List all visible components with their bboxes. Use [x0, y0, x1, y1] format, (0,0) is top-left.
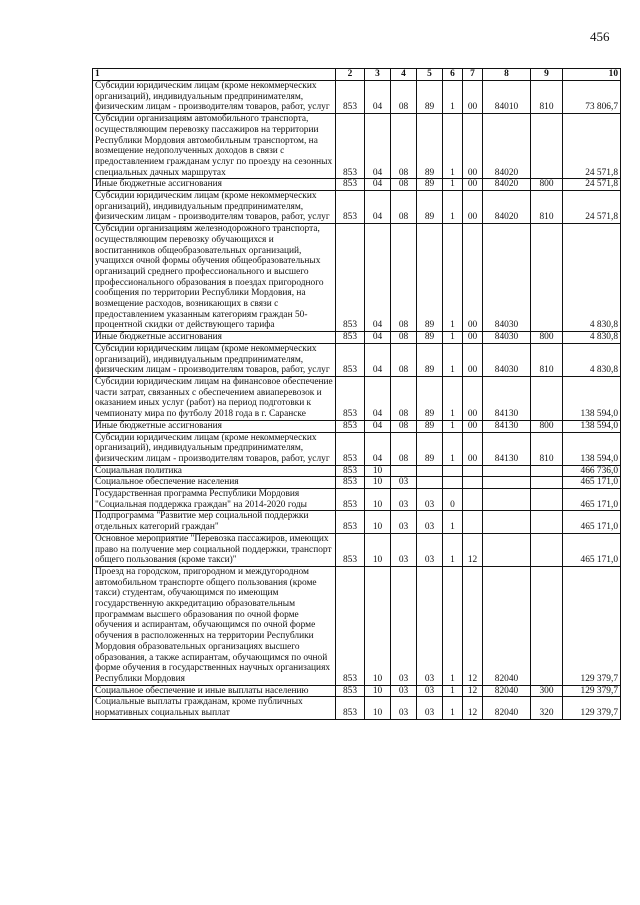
cell-name: Субсидии юридическим лицам (кроме некоммерческих организаций), индивидуальным предпринимателям, физическим лицам - производителям товаров, работ, услуг	[93, 432, 336, 465]
cell-name: Подпрограмма "Развитие мер социальной поддержки отдельных категорий граждан"	[93, 511, 336, 533]
cell-name: Проезд на городском, пригородном и междугородном автомобильном транспорте общего пользования (кроме такси) студентам, обучающимся по имеющим государственную аккредитацию образовательным программам высшего образования по очной форме обучения и аспирантам, обучающимся по очной форме обучения в расположенных на территории Республики Мордовия образовательных организациях высшего образования, а также аспирантам, обучающимся по очной форме обучения в государственных научных организациях Республики Мордовия	[93, 566, 336, 685]
cell-program: 89	[417, 179, 443, 191]
cell-amount: 24 571,8	[563, 114, 621, 179]
cell-name: Социальные выплаты гражданам, кроме публичных нормативных социальных выплат	[93, 697, 336, 719]
table-row	[93, 179, 621, 191]
cell-program: 89	[417, 376, 443, 420]
cell-subprogram: 1	[443, 114, 463, 179]
cell-section: 10	[365, 465, 391, 477]
cell-program: 03	[417, 697, 443, 719]
cell-subprogram: 1	[443, 511, 463, 533]
cell-name: Иные бюджетные ассигнования	[93, 420, 336, 432]
cell-section: 10	[365, 511, 391, 533]
cell-chapter: 853	[336, 81, 365, 114]
cell-event: 12	[463, 533, 483, 566]
cell-direction: 84030	[483, 332, 531, 344]
cell-direction	[483, 533, 531, 566]
cell-subsection: 08	[391, 376, 417, 420]
cell-subprogram	[443, 477, 463, 489]
header-cell-subprogram: 6	[443, 69, 463, 81]
cell-direction: 84130	[483, 432, 531, 465]
table-row	[93, 343, 621, 376]
cell-direction: 84130	[483, 376, 531, 420]
cell-subsection: 03	[391, 511, 417, 533]
cell-event: 00	[463, 432, 483, 465]
cell-amount: 73 806,7	[563, 81, 621, 114]
cell-amount: 24 571,8	[563, 191, 621, 224]
cell-subsection: 03	[391, 697, 417, 719]
table-row	[93, 477, 621, 489]
cell-program: 03	[417, 489, 443, 511]
header-cell-program: 5	[417, 69, 443, 81]
cell-section: 04	[365, 343, 391, 376]
cell-subprogram: 1	[443, 81, 463, 114]
cell-expense-type: 800	[531, 179, 563, 191]
table-row	[93, 420, 621, 432]
cell-section: 04	[365, 376, 391, 420]
cell-section: 04	[365, 420, 391, 432]
cell-program: 89	[417, 191, 443, 224]
cell-name: Иные бюджетные ассигнования	[93, 179, 336, 191]
table-row	[93, 224, 621, 332]
header-cell-section: 3	[365, 69, 391, 81]
cell-direction: 84020	[483, 191, 531, 224]
cell-expense-type	[531, 477, 563, 489]
cell-name: Субсидии организациям железнодорожного транспорта, осуществляющим перевозку обучающихся и воспитанников общеобразовательных организаций, учащихся очной формы обучения общеобразовательных организаций среднего профессионального и высшего профессионального образования в поездах пригородного сообщения по территории Республики Мордовия, на возмещение расходов, возникающих в связи с предоставлением указанным категориям граждан 50-процентной скидки от действующего тарифа	[93, 224, 336, 332]
cell-section: 10	[365, 533, 391, 566]
cell-chapter: 853	[336, 533, 365, 566]
cell-chapter: 853	[336, 566, 365, 685]
cell-amount: 4 830,8	[563, 332, 621, 344]
cell-direction	[483, 489, 531, 511]
cell-subprogram: 1	[443, 533, 463, 566]
cell-subprogram: 1	[443, 697, 463, 719]
cell-direction: 84020	[483, 114, 531, 179]
cell-amount: 129 379,7	[563, 685, 621, 697]
cell-subprogram: 1	[443, 685, 463, 697]
cell-expense-type: 810	[531, 191, 563, 224]
cell-chapter: 853	[336, 191, 365, 224]
cell-expense-type	[531, 511, 563, 533]
cell-chapter: 853	[336, 511, 365, 533]
table-row	[93, 114, 621, 179]
cell-event	[463, 477, 483, 489]
cell-amount: 24 571,8	[563, 179, 621, 191]
cell-amount: 4 830,8	[563, 343, 621, 376]
cell-subprogram: 1	[443, 420, 463, 432]
cell-event: 00	[463, 224, 483, 332]
cell-amount: 465 171,0	[563, 489, 621, 511]
cell-subsection: 03	[391, 685, 417, 697]
cell-expense-type: 800	[531, 332, 563, 344]
cell-chapter: 853	[336, 432, 365, 465]
table-row	[93, 432, 621, 465]
cell-section: 04	[365, 332, 391, 344]
table-row	[93, 697, 621, 719]
cell-amount: 465 171,0	[563, 511, 621, 533]
cell-amount: 138 594,0	[563, 420, 621, 432]
cell-event: 12	[463, 697, 483, 719]
cell-amount: 138 594,0	[563, 432, 621, 465]
cell-program	[417, 477, 443, 489]
cell-amount: 129 379,7	[563, 566, 621, 685]
cell-event: 00	[463, 179, 483, 191]
cell-subsection: 08	[391, 114, 417, 179]
cell-name: Основное мероприятие "Перевозка пассажиров, имеющих право на получение мер социальной поддержки, транспорт общего пользования (кроме такси)"	[93, 533, 336, 566]
header-cell-subsection: 4	[391, 69, 417, 81]
cell-section: 10	[365, 489, 391, 511]
cell-direction: 82040	[483, 566, 531, 685]
cell-subsection: 08	[391, 343, 417, 376]
cell-event: 00	[463, 343, 483, 376]
header-cell-name: 1	[93, 69, 336, 81]
cell-expense-type: 300	[531, 685, 563, 697]
cell-name: Социальное обеспечение населения	[93, 477, 336, 489]
cell-expense-type: 320	[531, 697, 563, 719]
cell-direction: 82040	[483, 697, 531, 719]
cell-name: Субсидии юридическим лицам (кроме некоммерческих организаций), индивидуальным предпринимателям, физическим лицам - производителям товаров, работ, услуг	[93, 81, 336, 114]
cell-expense-type	[531, 465, 563, 477]
cell-expense-type: 810	[531, 432, 563, 465]
cell-subsection: 08	[391, 179, 417, 191]
table-body	[93, 81, 621, 720]
cell-event: 00	[463, 420, 483, 432]
cell-event	[463, 511, 483, 533]
cell-program: 89	[417, 420, 443, 432]
header-cell-amount: 10	[563, 69, 621, 81]
cell-chapter: 853	[336, 477, 365, 489]
cell-subprogram: 1	[443, 343, 463, 376]
header-cell-direction: 8	[483, 69, 531, 81]
cell-direction: 84020	[483, 179, 531, 191]
cell-name: Субсидии юридическим лицам (кроме некоммерческих организаций), индивидуальным предпринимателям, физическим лицам - производителям товаров, работ, услуг	[93, 343, 336, 376]
cell-expense-type	[531, 114, 563, 179]
cell-event: 12	[463, 566, 483, 685]
cell-program: 89	[417, 332, 443, 344]
cell-name: Государственная программа Республики Мордовия "Социальная поддержка граждан" на 2014-2020 годы	[93, 489, 336, 511]
cell-subsection	[391, 465, 417, 477]
cell-section: 10	[365, 477, 391, 489]
page-number: 456	[590, 29, 610, 44]
cell-subsection: 08	[391, 420, 417, 432]
cell-direction: 82040	[483, 685, 531, 697]
cell-subprogram: 1	[443, 432, 463, 465]
cell-section: 10	[365, 697, 391, 719]
table-row	[93, 511, 621, 533]
cell-expense-type: 800	[531, 420, 563, 432]
cell-program	[417, 465, 443, 477]
cell-event: 00	[463, 191, 483, 224]
table-header	[93, 69, 621, 81]
cell-direction: 84130	[483, 420, 531, 432]
cell-subsection: 08	[391, 332, 417, 344]
cell-subprogram: 1	[443, 566, 463, 685]
table-row	[93, 191, 621, 224]
cell-expense-type	[531, 566, 563, 685]
cell-subprogram	[443, 465, 463, 477]
cell-direction	[483, 511, 531, 533]
cell-amount: 129 379,7	[563, 697, 621, 719]
cell-event	[463, 489, 483, 511]
cell-name: Социальное обеспечение и иные выплаты населению	[93, 685, 336, 697]
cell-expense-type	[531, 376, 563, 420]
cell-event: 00	[463, 81, 483, 114]
cell-subprogram: 1	[443, 179, 463, 191]
cell-subsection: 08	[391, 224, 417, 332]
cell-subsection: 08	[391, 191, 417, 224]
cell-chapter: 853	[336, 420, 365, 432]
cell-direction	[483, 465, 531, 477]
cell-name: Субсидии организациям автомобильного транспорта, осуществляющим перевозку пассажиров на территории Республики Мордовия автомобильным транспортом, на возмещение недополученных доходов в связи с предоставлением гражданам услуг по проезду на сезонных специальных дачных маршрутах	[93, 114, 336, 179]
cell-program: 89	[417, 224, 443, 332]
cell-subprogram: 1	[443, 376, 463, 420]
cell-section: 10	[365, 566, 391, 685]
cell-amount: 4 830,8	[563, 224, 621, 332]
cell-section: 04	[365, 81, 391, 114]
header-row	[93, 69, 621, 81]
cell-program: 03	[417, 511, 443, 533]
cell-expense-type	[531, 533, 563, 566]
cell-chapter: 853	[336, 465, 365, 477]
table-row	[93, 81, 621, 114]
cell-program: 03	[417, 685, 443, 697]
header-cell-chapter: 2	[336, 69, 365, 81]
budget-table	[92, 68, 621, 720]
table-row	[93, 533, 621, 566]
cell-chapter: 853	[336, 685, 365, 697]
cell-chapter: 853	[336, 332, 365, 344]
cell-chapter: 853	[336, 489, 365, 511]
table-row	[93, 566, 621, 685]
table-row	[93, 465, 621, 477]
cell-direction: 84010	[483, 81, 531, 114]
cell-expense-type: 810	[531, 81, 563, 114]
cell-event: 00	[463, 376, 483, 420]
cell-direction	[483, 477, 531, 489]
cell-direction: 84030	[483, 224, 531, 332]
cell-amount: 465 171,0	[563, 533, 621, 566]
cell-subsection: 08	[391, 81, 417, 114]
header-cell-expense-type: 9	[531, 69, 563, 81]
header-cell-event: 7	[463, 69, 483, 81]
cell-section: 04	[365, 432, 391, 465]
cell-event: 12	[463, 685, 483, 697]
cell-expense-type	[531, 224, 563, 332]
cell-name: Социальная политика	[93, 465, 336, 477]
cell-subprogram: 1	[443, 332, 463, 344]
cell-section: 04	[365, 114, 391, 179]
cell-event: 00	[463, 114, 483, 179]
cell-event	[463, 465, 483, 477]
cell-subsection: 03	[391, 566, 417, 685]
cell-subsection: 08	[391, 432, 417, 465]
cell-expense-type	[531, 489, 563, 511]
table-row	[93, 685, 621, 697]
cell-section: 04	[365, 191, 391, 224]
cell-section: 04	[365, 224, 391, 332]
cell-section: 04	[365, 179, 391, 191]
cell-amount: 466 736,0	[563, 465, 621, 477]
cell-expense-type: 810	[531, 343, 563, 376]
cell-section: 10	[365, 685, 391, 697]
cell-amount: 465 171,0	[563, 477, 621, 489]
cell-program: 89	[417, 114, 443, 179]
cell-subprogram: 1	[443, 224, 463, 332]
cell-name: Субсидии юридическим лицам на финансовое обеспечение части затрат, связанных с обеспечением авиаперевозок и оказанием иных услуг (работ) на период подготовки к чемпионату мира по футболу 2018 года в г. Саранске	[93, 376, 336, 420]
cell-direction: 84030	[483, 343, 531, 376]
cell-chapter: 853	[336, 114, 365, 179]
cell-program: 03	[417, 566, 443, 685]
cell-amount: 138 594,0	[563, 376, 621, 420]
cell-subsection: 03	[391, 477, 417, 489]
table-row	[93, 332, 621, 344]
cell-subsection: 03	[391, 489, 417, 511]
cell-chapter: 853	[336, 376, 365, 420]
cell-chapter: 853	[336, 224, 365, 332]
table-row	[93, 376, 621, 420]
cell-chapter: 853	[336, 343, 365, 376]
cell-subsection: 03	[391, 533, 417, 566]
cell-event: 00	[463, 332, 483, 344]
cell-program: 89	[417, 343, 443, 376]
cell-chapter: 853	[336, 697, 365, 719]
cell-program: 89	[417, 81, 443, 114]
cell-subprogram: 1	[443, 191, 463, 224]
cell-program: 03	[417, 533, 443, 566]
cell-subprogram: 0	[443, 489, 463, 511]
cell-chapter: 853	[336, 179, 365, 191]
cell-name: Иные бюджетные ассигнования	[93, 332, 336, 344]
cell-name: Субсидии юридическим лицам (кроме некоммерческих организаций), индивидуальным предпринимателям, физическим лицам - производителям товаров, работ, услуг	[93, 191, 336, 224]
cell-program: 89	[417, 432, 443, 465]
table-row	[93, 489, 621, 511]
